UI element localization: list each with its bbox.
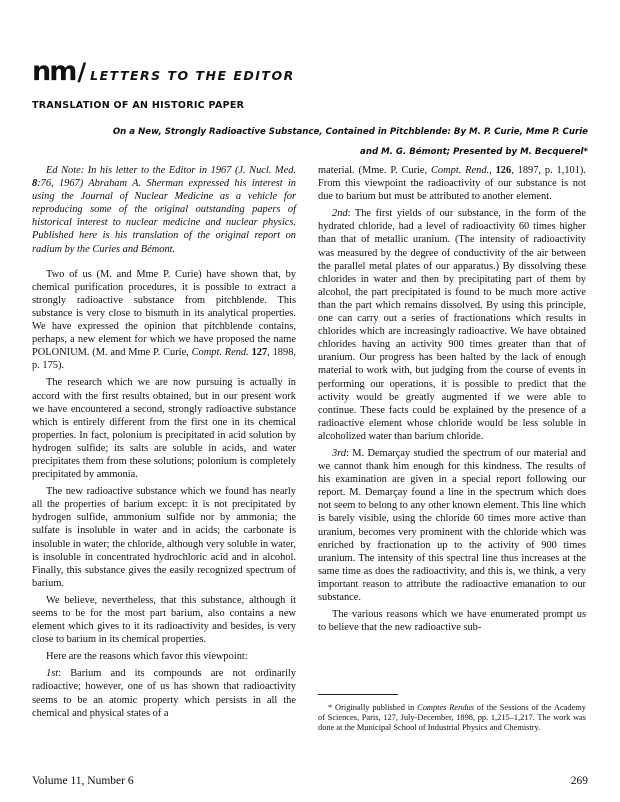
body-paragraph: 3rd: M. Demarçay studied the spectrum of our material and we cannot thank him enough for this kindness. The results of his examination are given in a special report following our report. M. Demarçay found a line in the spectrum which does not seem to belong to any other known element. This line which is barely visible, using the chloride 60 times more active than uranium, becomes very prominent with the chloride which was enriched by fractionation up to the activity of 900 times uranium. The intensity of this spectral line thus increases at the same time as does the radioactivity, and this is, we think, a very important reason to attribute the radioactive emanation to our substance. — [318, 447, 586, 603]
subtitle-line-2: and M. G. Bémont; Presented by M. Becquerel* — [360, 147, 588, 157]
masthead — [32, 58, 295, 85]
article-subtitle — [32, 122, 588, 162]
body-paragraph: 1st: Barium and its compounds are not ordinarily radioactive; however, one of us has shown that radioactivity seems to be an atomic property which persists in all the chemical and physical states of a — [32, 668, 296, 719]
left-column — [32, 164, 296, 724]
right-column — [318, 164, 586, 638]
body-paragraph: material. (Mme. P. Curie, Compt. Rend., 126, 1897, p. 1,101). From this viewpoint the radioactivity of our substance is not due to barium but must be attributed to another element. — [318, 165, 586, 203]
body-paragraph: Two of us (M. and Mme P. Curie) have shown that, by chemical purification procedures, it is possible to extract a strongly radioactive substance from pitchblende. This substance is very close to bismuth in its analytical properties. We have expressed the opinion that pitchblende contains, perhaps, a new element for which we have proposed the name POLONIUM. (M. and Mme P. Curie, Compt. Rend. 127, 1898, p. 175). — [32, 268, 296, 372]
body-paragraph: The new radioactive substance which we found has nearly all the properties of barium except: it is not precipitated by hydrogen sulfide, ammonium sulfide nor by ammonia; the sulfate is insoluble in water and in acids; the carbonate is insoluble in water; the chloride, although very soluble in water, is insoluble in concentrated hydrochloric acid and in alcohol. Finally, this substance gives the easily recognized spectrum of barium. — [32, 486, 296, 589]
body-paragraph: 2nd: The first yields of our substance, in the form of the hydrated chloride, had a level of radioactivity 60 times higher than that of metallic uranium. (The intensity of radioactivity was measured by the degree of conductivity of the air between the parallel metal plates of our apparatus.) By dissolving these chlorides in water and then by precipitating part of them by alcohol, the part precipitated is found to be much more active than the part which remains dissolved. By using this principle, one can carry out a series of fractionations which results in chlorides which are increasingly radioactive. We have obtained chlorides having an activity 900 times greater than that of uranium. Our progress has been halted by the lack of enough material to work with, but judging from the course of events in performing our operations, it is possible to predict that the activity would be greatly augmented if we were able to continue. These facts could be explained by the presence of a radioactive element whose chloride would be less soluble in alcoholized water than barium chloride. — [318, 208, 586, 442]
body-paragraph: Here are the reasons which favor this viewpoint: — [46, 651, 248, 663]
footnote: * Originally published in Comptes Rendus of the Sessions of the Academy of Sciences, Paris, 127, July-December, 1898, pp. 1,215–1,217. The work was done at the Municipal School of Industrial Physics and Chemistry. — [318, 703, 586, 732]
subtitle-line-1: On a New, Strongly Radioactive Substance, Contained in Pitchblende: By M. P. Curie, Mme P. Curie — [112, 127, 588, 137]
section-title: LETTERS TO THE EDITOR — [90, 68, 295, 83]
volume-label: Volume 11, Number 6 — [32, 775, 134, 787]
body-paragraph: We believe, nevertheless, that this substance, although it seems to be for the most part barium, also contains a new element which gives to it its radioactivity and besides, is very close to barium in its chemical properties. — [32, 594, 296, 646]
logo-slash: / — [77, 58, 87, 86]
editor-note: Ed Note: In his letter to the Editor in 1967 (J. Nucl. Med. 8:76, 1967) Abraham A. Sherman expressed his interest in using the Journal of Nuclear Medicine as a vehicle for reproducing some of the original outstanding papers of historical interest to nuclear medicine and nuclear physics. Published here is his translation of the original report on radium by the Curies and Bémont. — [32, 165, 296, 255]
journal-logo: nm — [32, 56, 76, 87]
body-paragraph: The research which we are now pursuing is actually in accord with the first results obtained, but in our present work we have encountered a second, strongly radioactive substance which is entirely different from the first one in its chemical properties. In fact, polonium is precipitated in acid solution by hydrogen sulfide; its salts are soluble in acids, and water precipitates them from these solutions; polonium is completely precipitated by ammonia. — [32, 377, 296, 481]
page-number: 269 — [570, 775, 588, 787]
footnote-divider — [318, 694, 398, 695]
body-paragraph: The various reasons which we have enumerated prompt us to believe that the new radioactive sub- — [318, 609, 586, 634]
article-kicker: TRANSLATION OF AN HISTORIC PAPER — [32, 100, 245, 111]
